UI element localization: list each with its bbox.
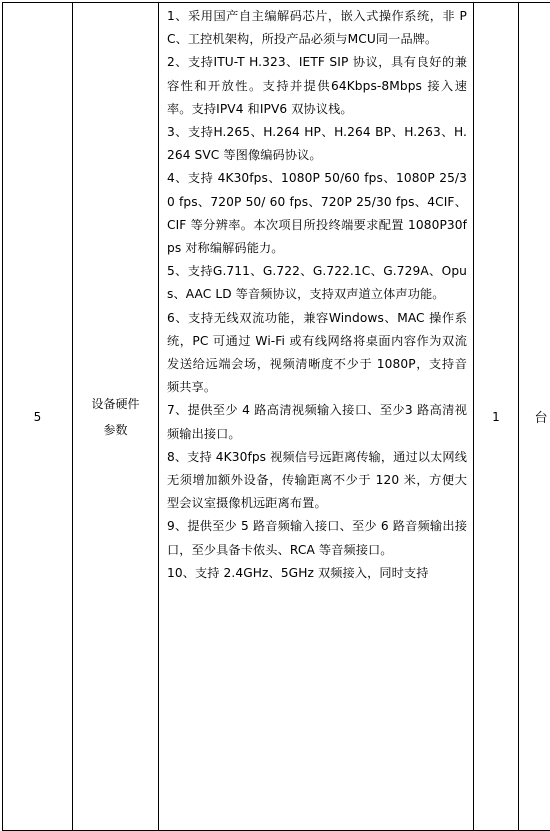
- spec-paragraph: 3、支持H.265、H.264 HP、H.264 BP、H.263、H.264 SVC 等图像编码协议。: [167, 125, 467, 163]
- specification-list: [167, 5, 467, 830]
- table-row: [3, 3, 550, 831]
- spec-paragraph: 7、提供至少 4 路高清视频输入接口、至少3 路高清视频输出接口。: [167, 403, 467, 441]
- unit-value: 台: [534, 411, 548, 426]
- spec-paragraph: 8、支持 4K30fps 视频信号远距离传输，通过以太网线无须增加额外设备，传输距离不少于 120 米，方便大型会议室摄像机远距离布置。: [167, 449, 467, 511]
- specification-cell: [159, 3, 474, 831]
- spec-paragraph: 9、提供至少 5 路音频输入接口、至少 6 路音频输出接口，至少具备卡侬头、RCA 等音频接口。: [167, 519, 467, 557]
- item-number-cell: [3, 3, 73, 831]
- spec-paragraph: 5、支持G.711、G.722、G.722.1C、G.729A、Opus、AAC LD 等音频协议，支持双声道立体声功能。: [167, 264, 467, 302]
- item-number: 5: [33, 409, 42, 424]
- quantity-cell: [474, 3, 519, 831]
- item-name: 设备硬件 参数: [91, 396, 140, 437]
- spec-paragraph: 4、支持 4K30fps、1080P 50/60 fps、1080P 25/30 fps、720P 50/ 60 fps、720P 25/30 fps、4CIF、 CIF 等分辨率。本次项目所投终端要求配置 1080P30fps 对称编解码能力。: [167, 171, 467, 256]
- spec-paragraph: 10、支持 2.4GHz、5GHz 双频接入，同时支持: [167, 565, 429, 580]
- unit-cell: [519, 3, 550, 831]
- spec-paragraph: 1、采用国产自主编解码芯片，嵌入式操作系统，非 PC、工控机架构，所投产品必须与MCU同一品牌。: [167, 9, 467, 47]
- spec-paragraph: 2、支持ITU-T H.323、IETF SIP 协议，具有良好的兼容性和开放性。支持并提供64Kbps-8Mbps 接入速率。支持IPV4 和IPV6 双协议栈。: [167, 55, 467, 116]
- item-name-cell: [73, 3, 159, 831]
- spec-paragraph: 6、支持无线双流功能，兼容Windows、MAC 操作系统，PC 可通过 Wi-Fi 或有线网络将桌面内容作为双流发送给远端会场，视频清晰度不少于 1080P，支持音频共享。: [167, 310, 467, 395]
- quantity-value: 1: [492, 409, 500, 424]
- spec-table: [2, 2, 550, 831]
